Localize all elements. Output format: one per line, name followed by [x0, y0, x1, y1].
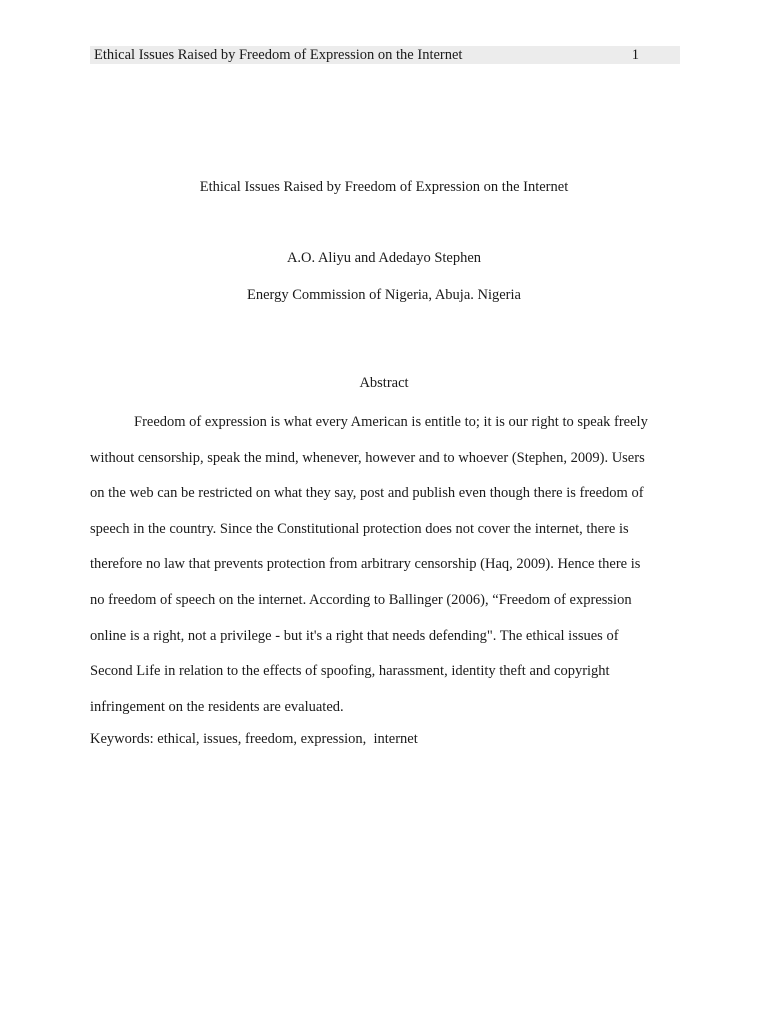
abstract-line: therefore no law that prevents protection from arbitrary censorship (Haq, 2009). Hence there is: [90, 556, 641, 573]
author-names: A.O. Aliyu and Adedayo Stephen: [286, 250, 482, 266]
abstract-paragraph: [90, 405, 680, 725]
abstract-line: on the web can be restricted on what they say, post and publish even though there is freedom of: [90, 485, 644, 502]
running-head-title: Ethical Issues Raised by Freedom of Expression on the Internet: [94, 47, 463, 63]
keywords: Keywords: ethical, issues, freedom, expression, internet: [90, 731, 418, 747]
abstract-line: infringement on the residents are evaluated.: [90, 698, 344, 715]
author-affiliation: Energy Commission of Nigeria, Abuja. Nigeria: [247, 287, 521, 303]
abstract-line: Second Life in relation to the effects of spoofing, harassment, identity theft and copyright: [90, 663, 610, 680]
paper-title: Ethical Issues Raised by Freedom of Expression on the Internet: [199, 179, 569, 195]
abstract-line: without censorship, speak the mind, whenever, however and to whoever (Stephen, 2009). Users: [90, 449, 645, 466]
abstract-line: no freedom of speech on the internet. According to Ballinger (2006), “Freedom of expression: [90, 591, 632, 608]
abstract-heading: Abstract: [359, 375, 409, 391]
abstract-line: Freedom of expression is what every American is entitle to; it is our right to speak freely: [134, 414, 648, 430]
abstract-line: online is a right, not a privilege - but it's a right that needs defending". The ethical issues of: [90, 627, 619, 644]
page-number: 1: [631, 47, 639, 63]
running-head: [90, 46, 680, 64]
abstract-line: speech in the country. Since the Constitutional protection does not cover the internet, there is: [90, 520, 629, 537]
